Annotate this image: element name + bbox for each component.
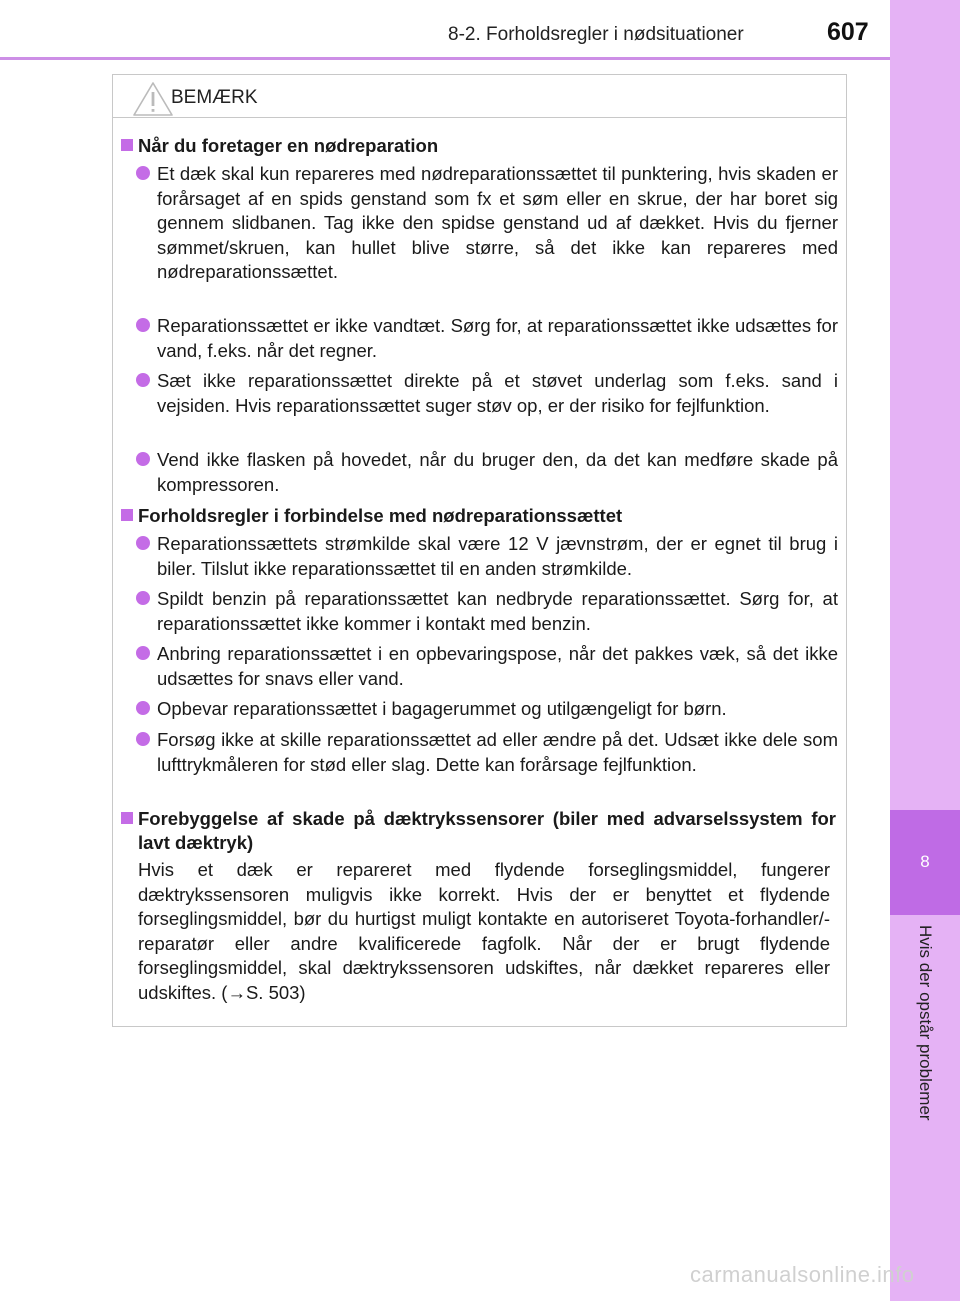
- section-heading: Når du foretager en nødreparation: [121, 134, 836, 158]
- square-bullet-icon: [121, 812, 133, 824]
- circle-bullet-icon: [136, 318, 150, 332]
- list-item: Spildt benzin på reparationssættet kan nedbryde reparationssættet. Sørg for, at reparationssættet ikke kommer i kontakt med benzin.: [157, 587, 838, 636]
- square-bullet-icon: [121, 509, 133, 521]
- notice-label: BEMÆRK: [171, 87, 258, 108]
- chapter-number: 8: [920, 852, 930, 871]
- circle-bullet-icon: [136, 732, 150, 746]
- list-item: Sæt ikke reparationssættet direkte på et støvet underlag som f.eks. sand i vejsiden. Hvis reparationssættet suger støv op, er der risiko for fejlfunktion.: [157, 369, 838, 418]
- circle-bullet-icon: [136, 452, 150, 466]
- circle-bullet-icon: [136, 166, 150, 180]
- section-paragraph: Hvis et dæk er repareret med flydende forseglingsmiddel, fungerer dæktrykssensoren muligvis ikke korrekt. Hvis der er benyttet et flydende forseglingsmiddel, bør du hurtigst muligt kontakte en autoriseret Toyota-forhandler/-reparatør eller andre kvalificerede fagfolk. Når der er brugt flydende forseglingsmiddel, skal dæktrykssensoren udskiftes, når dækket repareres eller udskiftes. (→S. 503): [138, 859, 830, 1003]
- section-heading: Forholdsregler i forbindelse med nødreparationssættet: [121, 504, 836, 528]
- list-item: Et dæk skal kun repareres med nødreparationssættet til punktering, hvis skaden er forårsaget af en spids genstand som fx et søm eller en skrue, der har boret sig gennem slidbanen. Tag ikke den spidse genstand ud af dækket. Hvis du fjerner sømmet/skruen, kan hullet blive større, så det ikke kan repareres med nødreparationssættet.: [157, 162, 838, 285]
- square-bullet-icon: [121, 139, 133, 151]
- section-heading: Forebyggelse af skade på dæktrykssensorer (biler med advarselssystem for lavt dæktryk): [121, 807, 836, 855]
- page-number: 607: [827, 18, 869, 46]
- list-item: Anbring reparationssættet i en opbevaringspose, når det pakkes væk, så det ikke udsættes for snavs eller vand.: [157, 642, 838, 691]
- circle-bullet-icon: [136, 701, 150, 715]
- header-rule: [0, 57, 890, 60]
- circle-bullet-icon: [136, 646, 150, 660]
- list-item: Reparationssættet er ikke vandtæt. Sørg for, at reparationssættet ikke udsættes for vand, f.eks. når det regner.: [157, 314, 838, 363]
- circle-bullet-icon: [136, 536, 150, 550]
- warning-triangle-icon: [131, 81, 175, 117]
- circle-bullet-icon: [136, 373, 150, 387]
- header-title: 8-2. Forholdsregler i nødsituationer: [448, 24, 744, 45]
- list-item: Forsøg ikke at skille reparationssættet ad eller ændre på det. Udsæt ikke dele som lufttrykmåleren for stød eller slag. Dette kan forårsage fejlfunktion.: [157, 728, 838, 777]
- notice-header: [113, 75, 846, 118]
- list-item: Opbevar reparationssættet i bagagerummet og utilgængeligt for børn.: [157, 697, 838, 722]
- circle-bullet-icon: [136, 591, 150, 605]
- notice-box: [112, 74, 847, 1027]
- list-item: Vend ikke flasken på hovedet, når du bruger den, da det kan medføre skade på kompressoren.: [157, 448, 838, 497]
- chapter-label: Hvis der opstår problemer: [916, 925, 935, 1121]
- list-item: Reparationssættets strømkilde skal være 12 V jævnstrøm, der er egnet til brug i biler. Tilslut ikke reparationssættet til en anden strømkilde.: [157, 532, 838, 581]
- watermark: carmanualsonline.info: [690, 1262, 915, 1287]
